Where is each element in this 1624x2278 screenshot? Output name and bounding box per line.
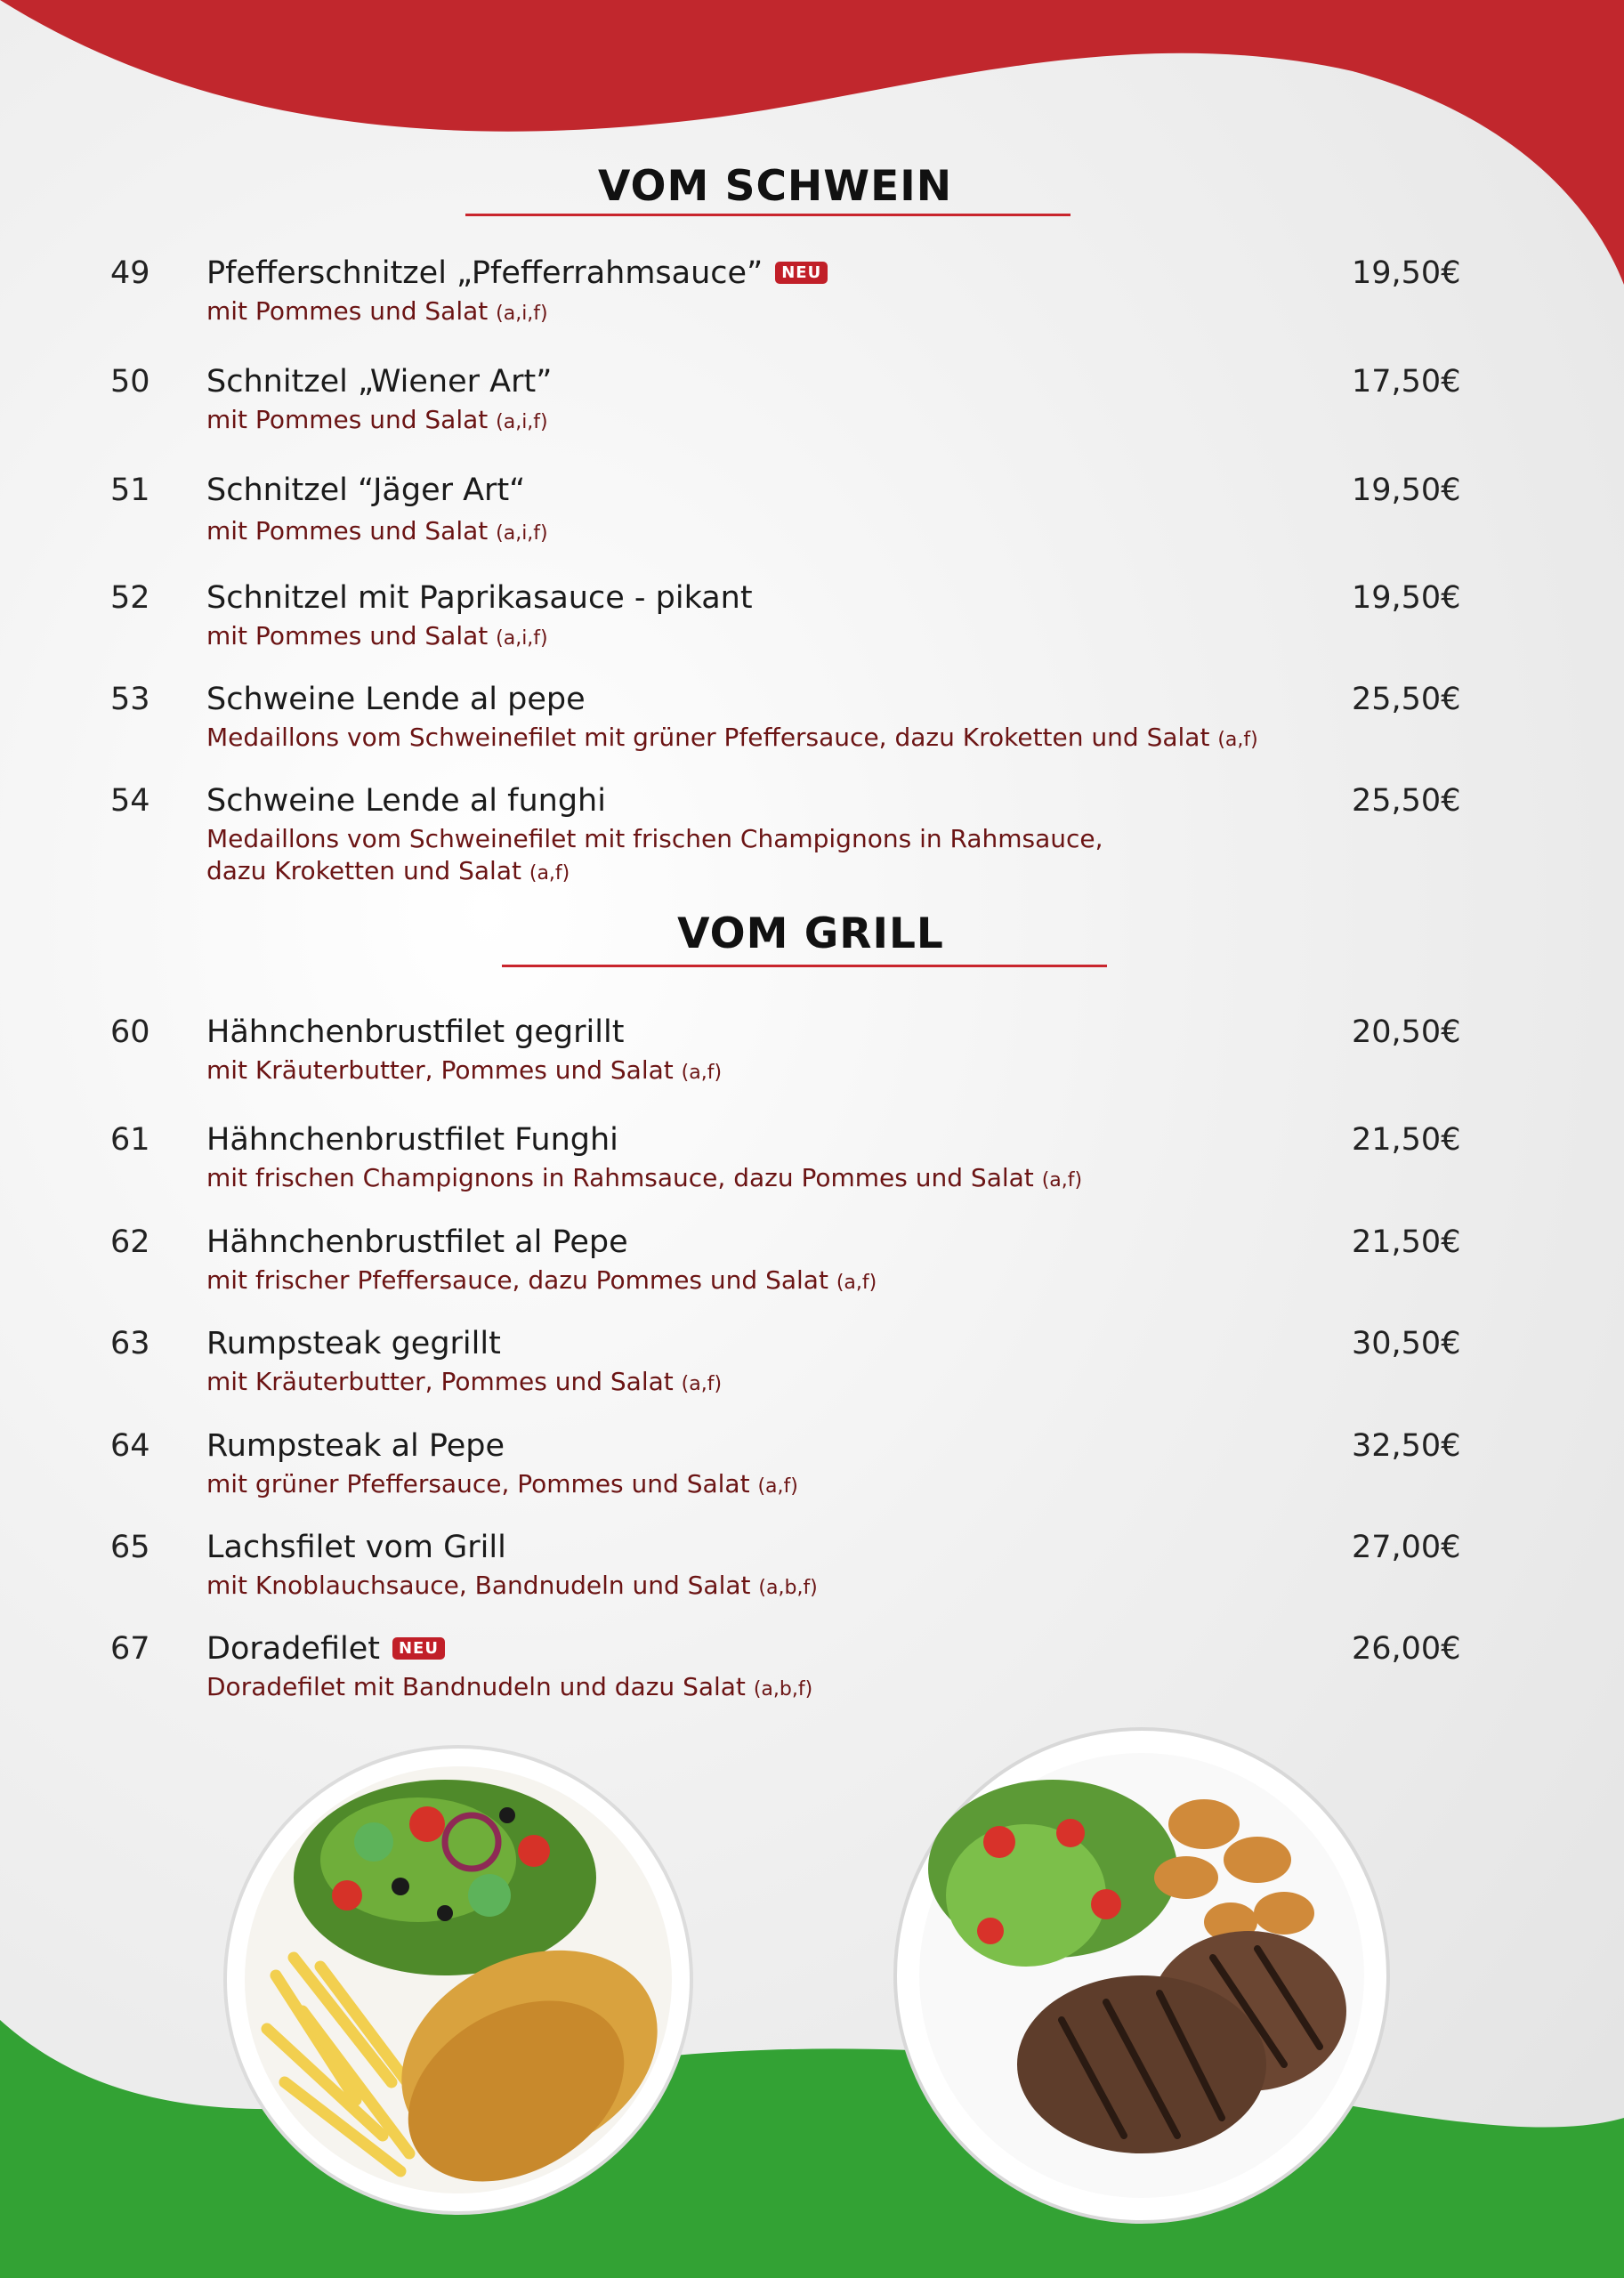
item-description: mit Kräuterbutter, Pommes und Salat (a,f) [206, 1367, 723, 1396]
menu-item [0, 1530, 1624, 1628]
menu-item [0, 682, 1624, 780]
section-title-grill: VOM GRILL [677, 909, 944, 958]
section-title-schwein: VOM SCHWEIN [597, 162, 953, 211]
top-red-wave [0, 0, 1624, 294]
item-price: 21,50€ [1352, 1122, 1461, 1158]
item-price: 27,00€ [1352, 1530, 1461, 1565]
menu-item [0, 1428, 1624, 1526]
allergens: (a,f) [1217, 729, 1258, 751]
item-price: 19,50€ [1352, 255, 1461, 291]
item-description: mit frischer Pfeffersauce, dazu Pommes und Salat (a,f) [206, 1265, 877, 1295]
allergens: (a,b,f) [758, 1577, 818, 1599]
allergens: (a,f) [681, 1062, 723, 1084]
item-description: Doradefilet mit Bandnudeln und dazu Salat (a,b,f) [206, 1672, 813, 1701]
item-description-line2: dazu Kroketten und Salat (a,f) [206, 856, 570, 885]
item-price: 26,00€ [1352, 1631, 1461, 1667]
item-number: 52 [110, 580, 150, 616]
item-description: mit Kräuterbutter, Pommes und Salat (a,f) [206, 1055, 723, 1085]
allergens: (a,i,f) [496, 303, 548, 325]
menu-item [0, 1631, 1624, 1729]
item-price: 17,50€ [1352, 364, 1461, 400]
item-price: 20,50€ [1352, 1014, 1461, 1050]
item-name: Schweine Lende al funghi [206, 783, 606, 819]
item-number: 51 [110, 473, 150, 508]
menu-item [0, 1326, 1624, 1424]
menu-item [0, 1122, 1624, 1220]
item-description: mit Pommes und Salat (a,i,f) [206, 621, 548, 650]
item-description: mit frischen Champignons in Rahmsauce, dazu Pommes und Salat (a,f) [206, 1163, 1083, 1192]
item-number: 67 [110, 1631, 150, 1667]
item-name: Hähnchenbrustfilet gegrillt [206, 1014, 625, 1050]
item-price: 32,50€ [1352, 1428, 1461, 1464]
allergens: (a,i,f) [496, 627, 548, 650]
item-name: Rumpsteak al Pepe [206, 1428, 505, 1464]
allergens: (a,b,f) [753, 1678, 813, 1700]
new-badge: NEU [392, 1637, 445, 1660]
item-name: Rumpsteak gegrillt [206, 1326, 501, 1361]
allergens: (a,i,f) [496, 522, 548, 545]
item-number: 53 [110, 682, 150, 717]
item-number: 60 [110, 1014, 150, 1050]
item-name: Doradefilet NEU [206, 1631, 445, 1667]
item-number: 65 [110, 1530, 150, 1565]
menu-item [0, 1014, 1624, 1112]
item-price: 19,50€ [1352, 473, 1461, 508]
item-description: mit grüner Pfeffersauce, Pommes und Salat (a,f) [206, 1469, 798, 1498]
section-underline-schwein [465, 214, 1071, 216]
item-description: mit Pommes und Salat (a,i,f) [206, 405, 548, 434]
item-name: Hähnchenbrustfilet al Pepe [206, 1224, 628, 1260]
item-name: Lachsfilet vom Grill [206, 1530, 506, 1565]
menu-item [0, 255, 1624, 353]
item-name: Schweine Lende al pepe [206, 682, 586, 717]
allergens: (a,f) [836, 1272, 877, 1294]
allergens: (a,f) [757, 1475, 798, 1498]
item-price: 25,50€ [1352, 783, 1461, 819]
item-price: 25,50€ [1352, 682, 1461, 717]
menu-item [0, 1224, 1624, 1322]
item-number: 54 [110, 783, 150, 819]
menu-item [0, 364, 1624, 462]
item-name: Schnitzel „Wiener Art” [206, 364, 553, 400]
item-description: mit Knoblauchsauce, Bandnudeln und Salat (a,b,f) [206, 1571, 818, 1600]
item-number: 49 [110, 255, 150, 291]
item-price: 30,50€ [1352, 1326, 1461, 1361]
menu-item [0, 580, 1624, 678]
allergens: (a,i,f) [496, 411, 548, 433]
steak-plate-image [893, 1726, 1391, 2225]
item-price: 21,50€ [1352, 1224, 1461, 1260]
new-badge: NEU [775, 262, 828, 284]
allergens: (a,f) [1041, 1169, 1083, 1192]
menu-item [0, 473, 1624, 570]
allergens: (a,f) [681, 1373, 723, 1395]
item-name: Pfefferschnitzel „Pfefferrahmsauce” NEU [206, 255, 828, 291]
item-description: mit Pommes und Salat (a,i,f) [206, 296, 548, 326]
item-number: 62 [110, 1224, 150, 1260]
item-name: Schnitzel mit Paprikasauce - pikant [206, 580, 753, 616]
schnitzel-plate-image [222, 1744, 694, 2216]
item-number: 50 [110, 364, 150, 400]
menu-item [0, 783, 1624, 908]
item-name: Schnitzel “Jäger Art“ [206, 473, 526, 508]
item-name: Hähnchenbrustfilet Funghi [206, 1122, 618, 1158]
section-underline-grill [502, 965, 1107, 967]
item-number: 61 [110, 1122, 150, 1158]
item-description: Medaillons vom Schweinefilet mit frischen Champignons in Rahmsauce, [206, 824, 1103, 853]
allergens: (a,f) [529, 862, 570, 885]
item-number: 63 [110, 1326, 150, 1361]
item-description: Medaillons vom Schweinefilet mit grüner Pfeffersauce, dazu Kroketten und Salat (a,f) [206, 723, 1258, 752]
item-price: 19,50€ [1352, 580, 1461, 616]
item-number: 64 [110, 1428, 150, 1464]
item-description: mit Pommes und Salat (a,i,f) [206, 516, 548, 545]
